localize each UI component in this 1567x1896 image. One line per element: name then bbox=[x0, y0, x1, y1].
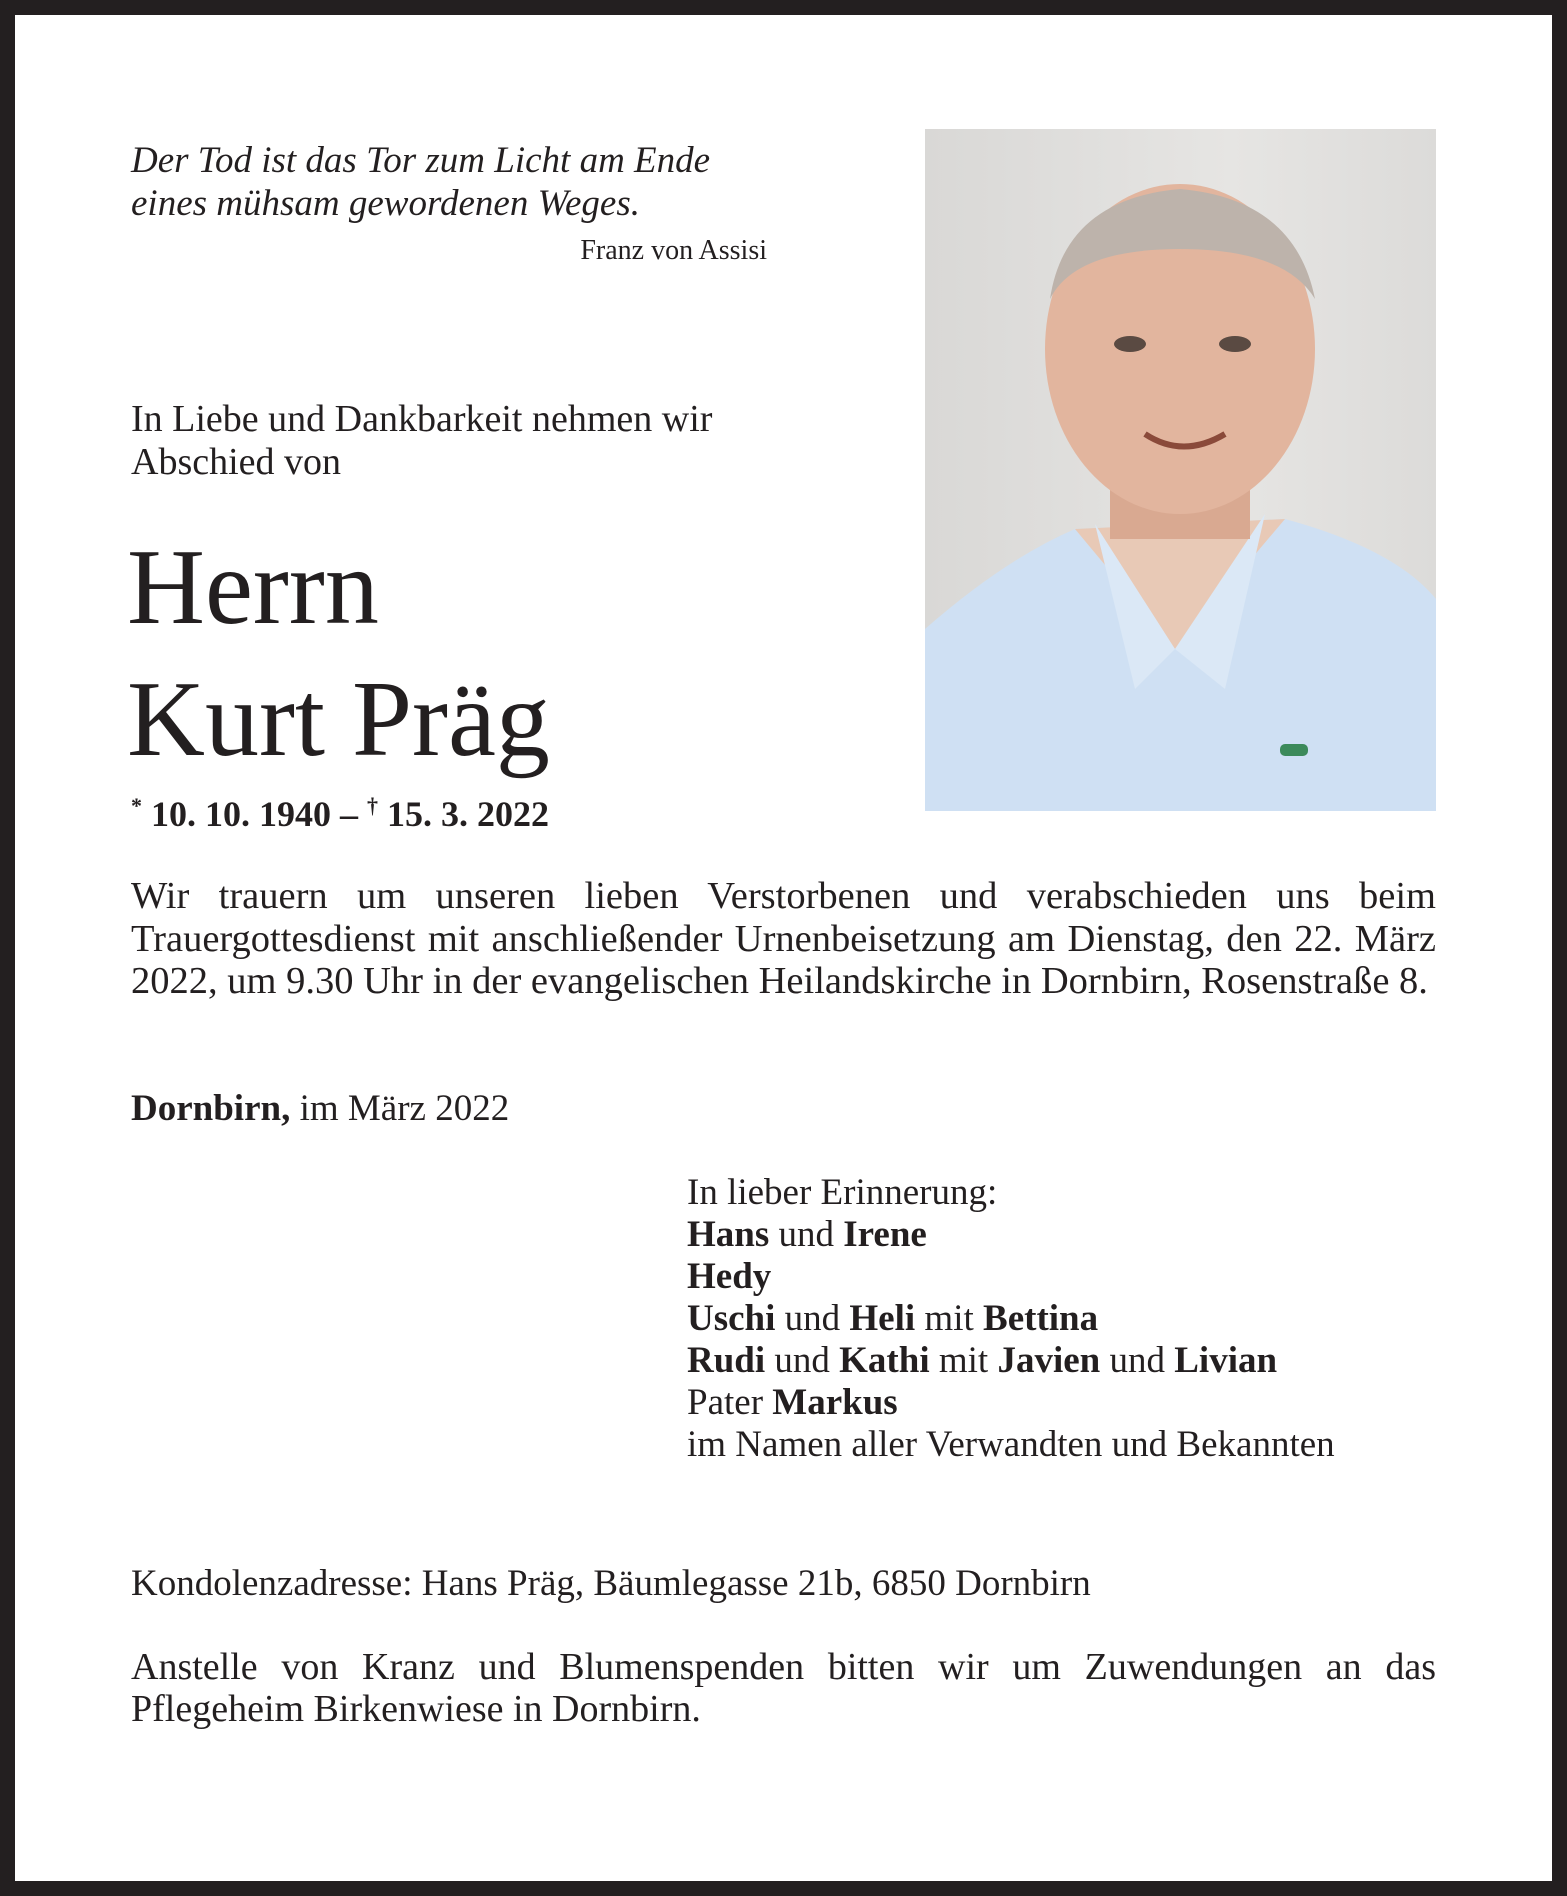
place-date-text: im März 2022 bbox=[290, 1088, 510, 1129]
mourner-line bbox=[687, 1298, 1335, 1340]
intro-text bbox=[131, 398, 712, 484]
mourner-connector: im Namen aller Verwandten und Bekannten bbox=[687, 1424, 1335, 1465]
mourner-name: Markus bbox=[772, 1382, 898, 1423]
mourner-name: Hedy bbox=[687, 1256, 772, 1297]
place-city: Dornbirn, bbox=[131, 1088, 291, 1129]
donation-request: Anstelle von Kranz und Blumenspenden bitten wir um Zuwendungen an das Pflegeheim Birkenwiese in Dornbirn. bbox=[131, 1646, 1436, 1730]
mourner-name: Kathi bbox=[839, 1340, 930, 1381]
quote-author: Franz von Assisi bbox=[580, 235, 767, 266]
mourner-name: Javien bbox=[997, 1340, 1101, 1381]
name-title: Herrn bbox=[127, 528, 379, 647]
portrait-photo bbox=[925, 129, 1436, 811]
mourner-connector: Pater bbox=[687, 1382, 773, 1423]
mourner-connector: mit bbox=[915, 1298, 984, 1339]
place-date bbox=[131, 1087, 509, 1130]
mourner-name: Livian bbox=[1174, 1340, 1278, 1381]
birth-symbol: * bbox=[131, 793, 142, 818]
mourner-name: Bettina bbox=[983, 1298, 1099, 1339]
mourner-name: Heli bbox=[849, 1298, 916, 1339]
mourner-line bbox=[687, 1424, 1335, 1466]
deceased-name bbox=[127, 522, 550, 786]
date-dash: – bbox=[331, 794, 367, 834]
birth-date: 10. 10. 1940 bbox=[151, 794, 331, 834]
condolence-address: Kondolenzadresse: Hans Präg, Bäumlegasse 21b, 6850 Dornbirn bbox=[131, 1563, 1091, 1604]
obituary-page bbox=[15, 15, 1552, 1881]
mourner-connector: und bbox=[775, 1298, 850, 1339]
mourner-connector: mit bbox=[929, 1340, 998, 1381]
quote-line: Der Tod ist das Tor zum Licht am Ende bbox=[131, 140, 711, 181]
mourners-heading: In lieber Erinnerung: bbox=[687, 1172, 998, 1213]
quote-line: eines mühsam gewordenen Weges. bbox=[131, 183, 641, 224]
quote bbox=[131, 139, 710, 225]
mourner-line bbox=[687, 1382, 1335, 1424]
mourner-connector: und bbox=[765, 1340, 840, 1381]
name-full: Kurt Präg bbox=[127, 660, 550, 779]
mourner-connector: und bbox=[1100, 1340, 1175, 1381]
death-symbol: † bbox=[367, 793, 378, 818]
funeral-announcement: Wir trauern um unseren lieben Verstorbenen und verabschieden uns beim Trauergottesdienst mit anschließender Urnenbeisetzung am Dienstag, den 22. März 2022, um 9.30 Uhr in der evangelischen Heilandskirche in Dornbirn, Rosenstraße 8. bbox=[131, 875, 1436, 1002]
mourners-list bbox=[687, 1172, 1335, 1466]
death-date: 15. 3. 2022 bbox=[387, 794, 549, 834]
mourner-name: Uschi bbox=[687, 1298, 776, 1339]
mourner-line bbox=[687, 1214, 1335, 1256]
intro-line: In Liebe und Dankbarkeit nehmen wir bbox=[131, 398, 713, 440]
mourner-line bbox=[687, 1340, 1335, 1382]
mourner-name: Hans bbox=[687, 1214, 770, 1255]
mourner-connector: und bbox=[769, 1214, 844, 1255]
mourner-name: Irene bbox=[843, 1214, 927, 1255]
mourner-name: Rudi bbox=[687, 1340, 766, 1381]
intro-line: Abschied von bbox=[131, 441, 342, 483]
mourner-line bbox=[687, 1256, 1335, 1298]
life-dates bbox=[131, 793, 549, 835]
